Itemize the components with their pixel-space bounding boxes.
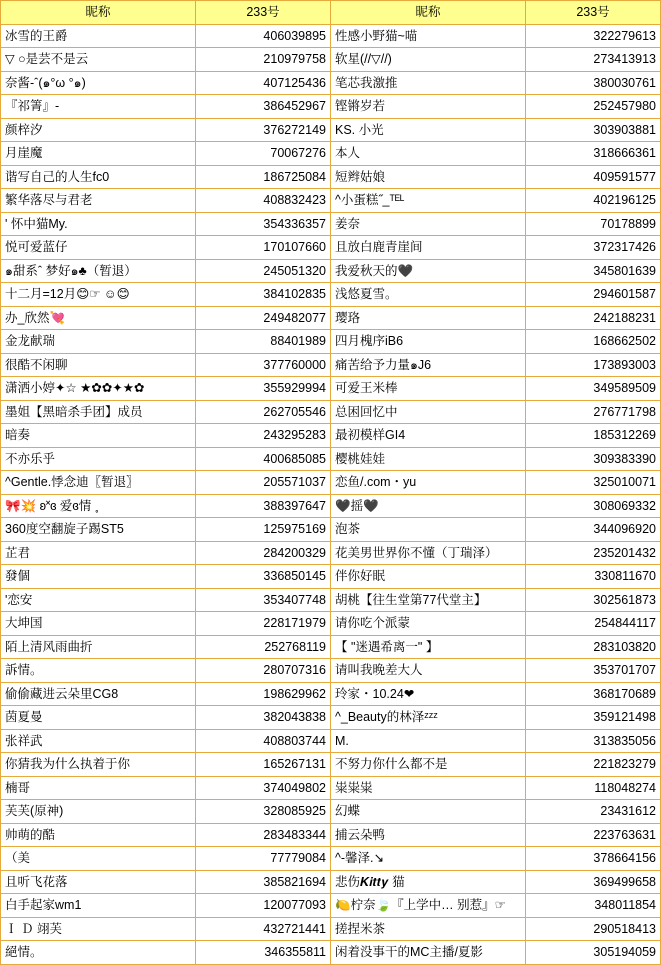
cell-id: 283483344 [196, 823, 331, 847]
cell-nickname: 茵夏曼 [1, 706, 196, 730]
cell-id: 408832423 [196, 189, 331, 213]
table-row [1, 823, 661, 847]
cell-nickname: 樱桃娃娃 [331, 447, 526, 471]
cell-nickname: 姜奈 [331, 212, 526, 236]
table-row [1, 142, 661, 166]
cell-nickname: ^小蛋糕˝_ᵀᴱᴸ [331, 189, 526, 213]
cell-nickname: 偷偷藏进云朵里CG8 [1, 682, 196, 706]
cell-id: 400685085 [196, 447, 331, 471]
cell-id: 328085925 [196, 800, 331, 824]
cell-nickname: 短辫姑娘 [331, 165, 526, 189]
cell-id: 210979758 [196, 48, 331, 72]
cell-nickname: 痛苦给予力量๑J6 [331, 353, 526, 377]
cell-id: 388397647 [196, 494, 331, 518]
cell-id: 355929994 [196, 377, 331, 401]
cell-id: 252457980 [526, 95, 661, 119]
cell-id: 23431612 [526, 800, 661, 824]
cell-nickname: 泡茶 [331, 518, 526, 542]
cell-id: 353701707 [526, 659, 661, 683]
table-row [1, 494, 661, 518]
cell-id: 309383390 [526, 447, 661, 471]
cell-nickname: 繁华落尽与君老 [1, 189, 196, 213]
cell-nickname: 闲着没事干的MC主播/夏影 [331, 941, 526, 965]
cell-nickname: 我爱秋天的🖤 [331, 259, 526, 283]
cell-id: 369499658 [526, 870, 661, 894]
cell-nickname: 芙芙(原神) [1, 800, 196, 824]
cell-nickname: ^Gentle.悸念迪〖暂退〗 [1, 471, 196, 495]
cell-id: 322279613 [526, 24, 661, 48]
cell-id: 205571037 [196, 471, 331, 495]
cell-id: 305194059 [526, 941, 661, 965]
cell-nickname: 总困回忆中 [331, 400, 526, 424]
cell-nickname: 请你吃个派蒙 [331, 612, 526, 636]
cell-nickname: 谐写自己的人生fc0 [1, 165, 196, 189]
cell-id: 368170689 [526, 682, 661, 706]
table-row [1, 518, 661, 542]
cell-id: 273413913 [526, 48, 661, 72]
cell-id: 262705546 [196, 400, 331, 424]
table-row [1, 283, 661, 307]
cell-nickname: 张祥武 [1, 729, 196, 753]
cell-id: 125975169 [196, 518, 331, 542]
cell-id: 185312269 [526, 424, 661, 448]
table-row [1, 330, 661, 354]
cell-id: 344096920 [526, 518, 661, 542]
cell-id: 88401989 [196, 330, 331, 354]
table-header-row [1, 1, 661, 25]
cell-nickname: 璎珞 [331, 306, 526, 330]
cell-id: 303903881 [526, 118, 661, 142]
table-row [1, 541, 661, 565]
table-row [1, 259, 661, 283]
cell-nickname: 發個 [1, 565, 196, 589]
cell-id: 245051320 [196, 259, 331, 283]
cell-nickname: 月崖魔 [1, 142, 196, 166]
cell-nickname: Ｉ Ｄ 翊芙 [1, 917, 196, 941]
cell-nickname: 潇洒小婷✦☆ ★✿✿✦★✿ [1, 377, 196, 401]
cell-nickname: 恋鱼/.com・yu [331, 471, 526, 495]
column-header-nickname-1: 昵称 [1, 1, 196, 25]
cell-nickname: 不努力你什么都不是 [331, 753, 526, 777]
table-row [1, 189, 661, 213]
table-row [1, 941, 661, 965]
cell-id: 70067276 [196, 142, 331, 166]
table-row [1, 753, 661, 777]
cell-id: 70178899 [526, 212, 661, 236]
cell-nickname: 金龙献瑞 [1, 330, 196, 354]
cell-id: 409591577 [526, 165, 661, 189]
cell-nickname: 本人 [331, 142, 526, 166]
cell-id: 280707316 [196, 659, 331, 683]
cell-id: 77779084 [196, 847, 331, 871]
cell-nickname: 白手起家wm1 [1, 894, 196, 918]
table-row [1, 118, 661, 142]
cell-nickname: 訴情。 [1, 659, 196, 683]
cell-id: 283103820 [526, 635, 661, 659]
cell-nickname: 奈酱-ˆ(๑°ω °๑) [1, 71, 196, 95]
cell-nickname: 🎀💥 ʚ˟ɞ 爱ɞ情 ˳ [1, 494, 196, 518]
cell-nickname: KS. 小光 [331, 118, 526, 142]
cell-id: 308069332 [526, 494, 661, 518]
cell-id: 254844117 [526, 612, 661, 636]
cell-nickname: 芷君 [1, 541, 196, 565]
table-row [1, 682, 661, 706]
cell-id: 284200329 [196, 541, 331, 565]
cell-id: 223763631 [526, 823, 661, 847]
cell-nickname: 絕情。 [1, 941, 196, 965]
cell-nickname: 帅萌的酷 [1, 823, 196, 847]
cell-id: 325010071 [526, 471, 661, 495]
cell-nickname: 花美男世界你不懂（丁瑞泽） [331, 541, 526, 565]
cell-id: 359121498 [526, 706, 661, 730]
cell-nickname: 悲伤𝑲𝒊𝒕𝒕𝒚 猫 [331, 870, 526, 894]
cell-nickname: 很酷不闲聊 [1, 353, 196, 377]
cell-nickname: 胡桃【往生堂第77代堂主】 [331, 588, 526, 612]
table-row [1, 471, 661, 495]
cell-id: 243295283 [196, 424, 331, 448]
cell-nickname: 软星(//▽//) [331, 48, 526, 72]
cell-nickname: 冰雪的王爵 [1, 24, 196, 48]
cell-nickname: '恋安 [1, 588, 196, 612]
cell-id: 384102835 [196, 283, 331, 307]
cell-nickname: 浅悠夏雪。 [331, 283, 526, 307]
cell-nickname: 请叫我晚差大人 [331, 659, 526, 683]
cell-nickname: 玲家・10.24❤ [331, 682, 526, 706]
cell-id: 349589509 [526, 377, 661, 401]
cell-nickname: 悦可爱蓝仔 [1, 236, 196, 260]
table-row [1, 212, 661, 236]
column-header-id-1: 233号 [196, 1, 331, 25]
cell-id: 168662502 [526, 330, 661, 354]
table-row [1, 353, 661, 377]
cell-nickname: 且放白鹿青崖间 [331, 236, 526, 260]
cell-id: 165267131 [196, 753, 331, 777]
cell-id: 336850145 [196, 565, 331, 589]
cell-nickname: 暗奏 [1, 424, 196, 448]
table-row [1, 729, 661, 753]
cell-id: 330811670 [526, 565, 661, 589]
cell-id: 353407748 [196, 588, 331, 612]
cell-id: 120077093 [196, 894, 331, 918]
cell-id: 372317426 [526, 236, 661, 260]
table-row [1, 424, 661, 448]
column-header-nickname-2: 昵称 [331, 1, 526, 25]
table-row [1, 236, 661, 260]
cell-nickname: 陌上清风雨曲折 [1, 635, 196, 659]
table-row [1, 165, 661, 189]
table-row [1, 24, 661, 48]
cell-nickname: 最初模样GI4 [331, 424, 526, 448]
cell-id: 402196125 [526, 189, 661, 213]
cell-id: 242188231 [526, 306, 661, 330]
cell-nickname: 颜梓汐 [1, 118, 196, 142]
table-header [1, 1, 661, 25]
cell-nickname: 楠哥 [1, 776, 196, 800]
table-row [1, 565, 661, 589]
table-row [1, 894, 661, 918]
cell-nickname: 幻蝶 [331, 800, 526, 824]
table-row [1, 659, 661, 683]
cell-id: 345801639 [526, 259, 661, 283]
cell-id: 249482077 [196, 306, 331, 330]
cell-nickname: 搓捏米茶 [331, 917, 526, 941]
cell-id: 221823279 [526, 753, 661, 777]
cell-id: 348011854 [526, 894, 661, 918]
cell-nickname: 笔芯我激推 [331, 71, 526, 95]
cell-id: 386452967 [196, 95, 331, 119]
cell-nickname: 墨姐【黑暗杀手团】成员 [1, 400, 196, 424]
table-row [1, 71, 661, 95]
cell-nickname: 大坤国 [1, 612, 196, 636]
cell-id: 377760000 [196, 353, 331, 377]
cell-nickname: 四月槐序iB6 [331, 330, 526, 354]
table-row [1, 447, 661, 471]
cell-nickname: 不亦乐乎 [1, 447, 196, 471]
cell-id: 252768119 [196, 635, 331, 659]
cell-id: 354336357 [196, 212, 331, 236]
cell-id: 228171979 [196, 612, 331, 636]
cell-nickname: ^_Beauty的林泽ᶻᶻᶻ [331, 706, 526, 730]
cell-nickname: 铿锵岁若 [331, 95, 526, 119]
cell-id: 302561873 [526, 588, 661, 612]
cell-nickname: M. [331, 729, 526, 753]
table-row [1, 706, 661, 730]
cell-nickname: 粜粜粜 [331, 776, 526, 800]
cell-id: 318666361 [526, 142, 661, 166]
table-row [1, 800, 661, 824]
cell-nickname: 捕云朵鸭 [331, 823, 526, 847]
table-row [1, 95, 661, 119]
cell-nickname: 『祁箐』- [1, 95, 196, 119]
cell-id: 432721441 [196, 917, 331, 941]
cell-nickname: 🖤摇🖤 [331, 494, 526, 518]
cell-id: 170107660 [196, 236, 331, 260]
table-row [1, 612, 661, 636]
cell-nickname: 你猜我为什么执着于你 [1, 753, 196, 777]
cell-id: 380030761 [526, 71, 661, 95]
table-row [1, 635, 661, 659]
cell-nickname: ' 怀中猫My. [1, 212, 196, 236]
cell-id: 408803744 [196, 729, 331, 753]
table-body [1, 24, 661, 964]
table-row [1, 588, 661, 612]
cell-nickname: 可爱王米棒 [331, 377, 526, 401]
cell-id: 407125436 [196, 71, 331, 95]
cell-nickname: 🍋柠奈🍃『上学中… 别惹』☞ [331, 894, 526, 918]
cell-id: 313835056 [526, 729, 661, 753]
cell-id: 378664156 [526, 847, 661, 871]
cell-id: 186725084 [196, 165, 331, 189]
cell-id: 173893003 [526, 353, 661, 377]
cell-nickname: 伴你好眠 [331, 565, 526, 589]
table-row [1, 870, 661, 894]
cell-id: 118048274 [526, 776, 661, 800]
cell-id: 406039895 [196, 24, 331, 48]
column-header-id-2: 233号 [526, 1, 661, 25]
table-row [1, 306, 661, 330]
table-row [1, 847, 661, 871]
table-row [1, 917, 661, 941]
cell-id: 294601587 [526, 283, 661, 307]
cell-id: 235201432 [526, 541, 661, 565]
cell-id: 198629962 [196, 682, 331, 706]
table-row [1, 400, 661, 424]
cell-id: 376272149 [196, 118, 331, 142]
cell-id: 276771798 [526, 400, 661, 424]
cell-id: 382043838 [196, 706, 331, 730]
cell-nickname: 性感小野猫~喵 [331, 24, 526, 48]
cell-id: 290518413 [526, 917, 661, 941]
cell-id: 346355811 [196, 941, 331, 965]
cell-id: 385821694 [196, 870, 331, 894]
cell-nickname: 且听飞花落 [1, 870, 196, 894]
cell-nickname: 十二月=12月😊☞ ☺😊 [1, 283, 196, 307]
table-row [1, 48, 661, 72]
cell-nickname: ^-馨泽.↘ [331, 847, 526, 871]
cell-id: 374049802 [196, 776, 331, 800]
cell-nickname: （美 [1, 847, 196, 871]
cell-nickname: ๑甜系ˆ 梦好๑♣（暂退） [1, 259, 196, 283]
cell-nickname: ▽ ○是芸不是云 [1, 48, 196, 72]
cell-nickname: 360度空翻旋子踢ST5 [1, 518, 196, 542]
cell-nickname: 【 "迷遇希离一" 】 [331, 635, 526, 659]
table-row [1, 377, 661, 401]
cell-nickname: 办_欣然💘 [1, 306, 196, 330]
